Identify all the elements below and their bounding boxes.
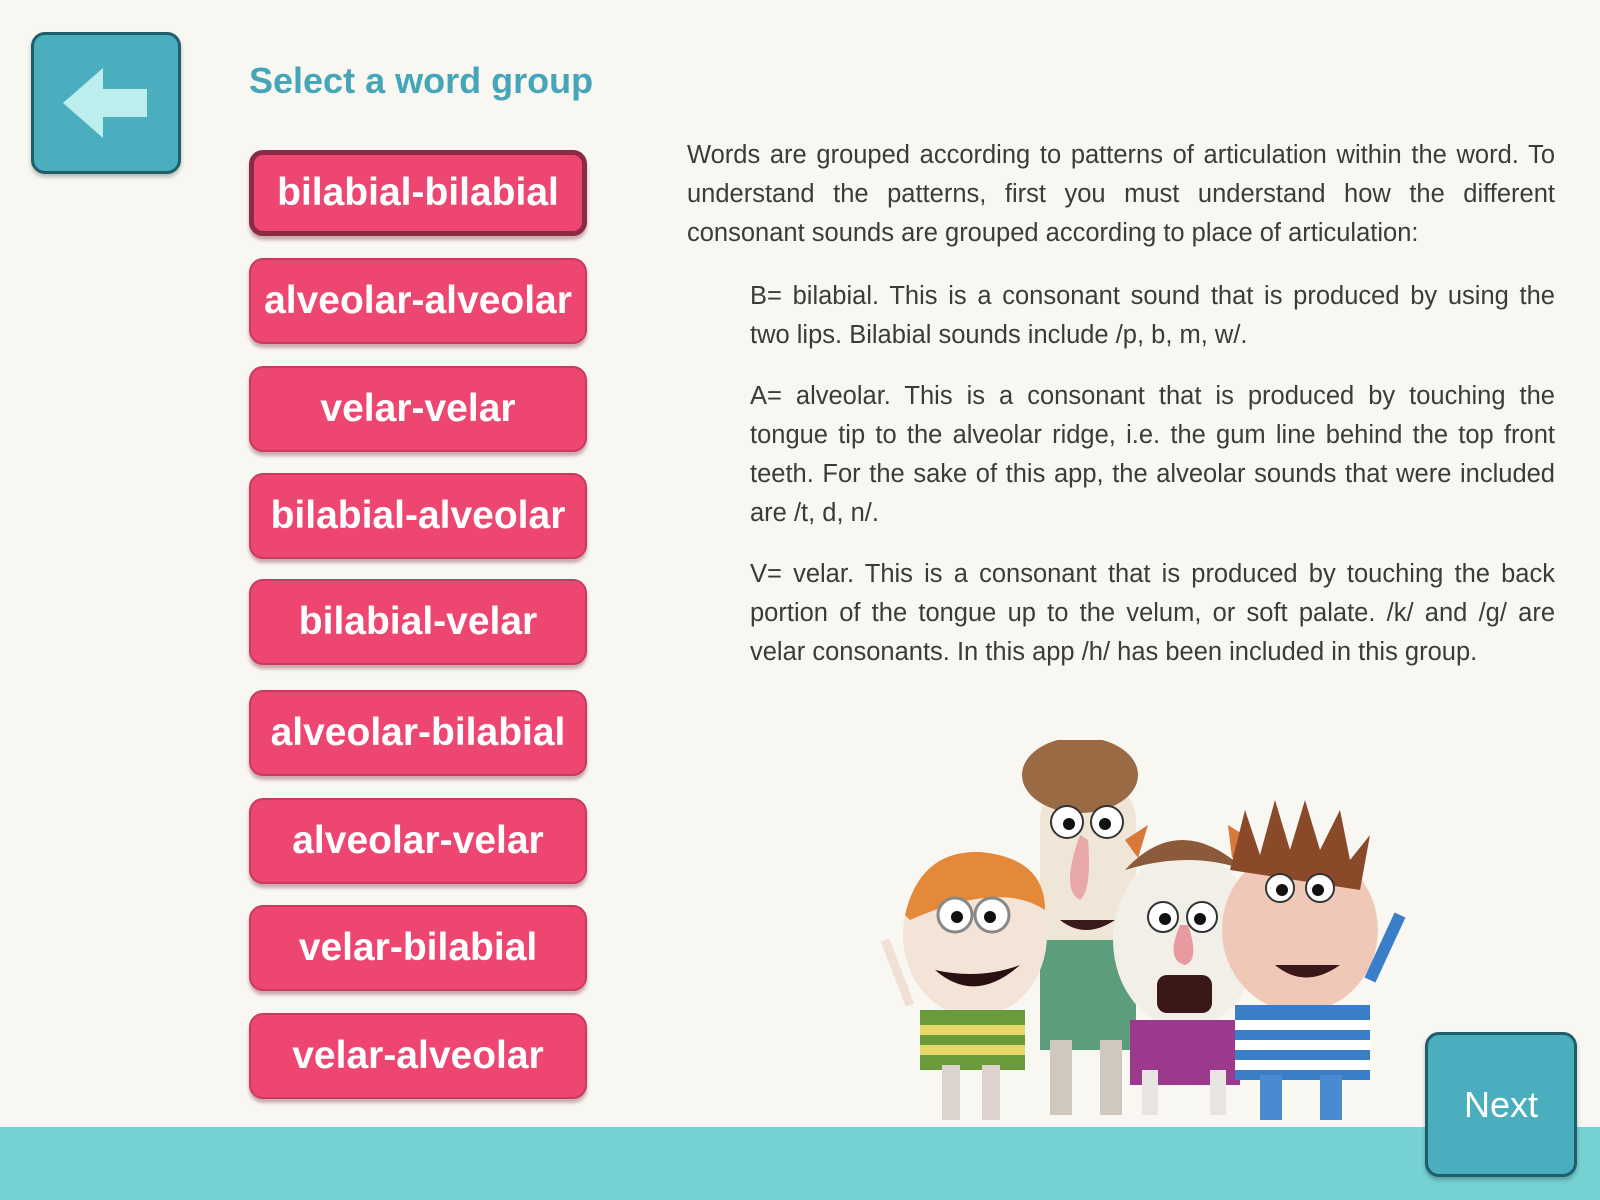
arrow-left-icon [61, 63, 151, 143]
back-button[interactable] [31, 32, 181, 174]
description-alveolar: A= alveolar. This is a consonant that is produced by touching the tongue tip to the alveolar ridge, i.e. the gum line behind the top front teeth. For the sake of this app, the alveolar sounds that were included are /t, d, n/. [750, 382, 1555, 527]
description-scroll-area[interactable] [687, 136, 1555, 736]
word-group-bilabial-velar[interactable]: bilabial-velar [249, 579, 587, 665]
word-group-velar-velar[interactable]: velar-velar [249, 366, 587, 452]
next-button[interactable]: Next [1425, 1032, 1577, 1177]
word-group-alveolar-bilabial[interactable]: alveolar-bilabial [249, 690, 587, 776]
word-group-velar-bilabial[interactable]: velar-bilabial [249, 905, 587, 991]
word-group-alveolar-velar[interactable]: alveolar-velar [249, 798, 587, 884]
word-group-velar-alveolar[interactable]: velar-alveolar [249, 1013, 587, 1099]
word-group-bilabial-bilabial[interactable]: bilabial-bilabial [249, 150, 587, 236]
description-bilabial: B= bilabial. This is a consonant sound that is produced by using the two lips. Bilabial sounds include /p, b, m, w/. [750, 282, 1555, 349]
floor-band [0, 1127, 1600, 1200]
page-title: Select a word group [249, 60, 594, 101]
cartoon-kids-illustration [880, 740, 1440, 1135]
description-velar: V= velar. This is a consonant that is produced by touching the back portion of the tongue up to the velum, or soft palate. /k/ and /g/ are velar consonants. In this app /h/ has been included in this group. [750, 560, 1555, 666]
word-group-bilabial-alveolar[interactable]: bilabial-alveolar [249, 473, 587, 559]
word-group-alveolar-alveolar[interactable]: alveolar-alveolar [249, 258, 587, 344]
description-intro: Words are grouped according to patterns of articulation within the word. To understand the patterns, first you must understand how the different consonant sounds are grouped according to place of articulation: [687, 141, 1555, 247]
